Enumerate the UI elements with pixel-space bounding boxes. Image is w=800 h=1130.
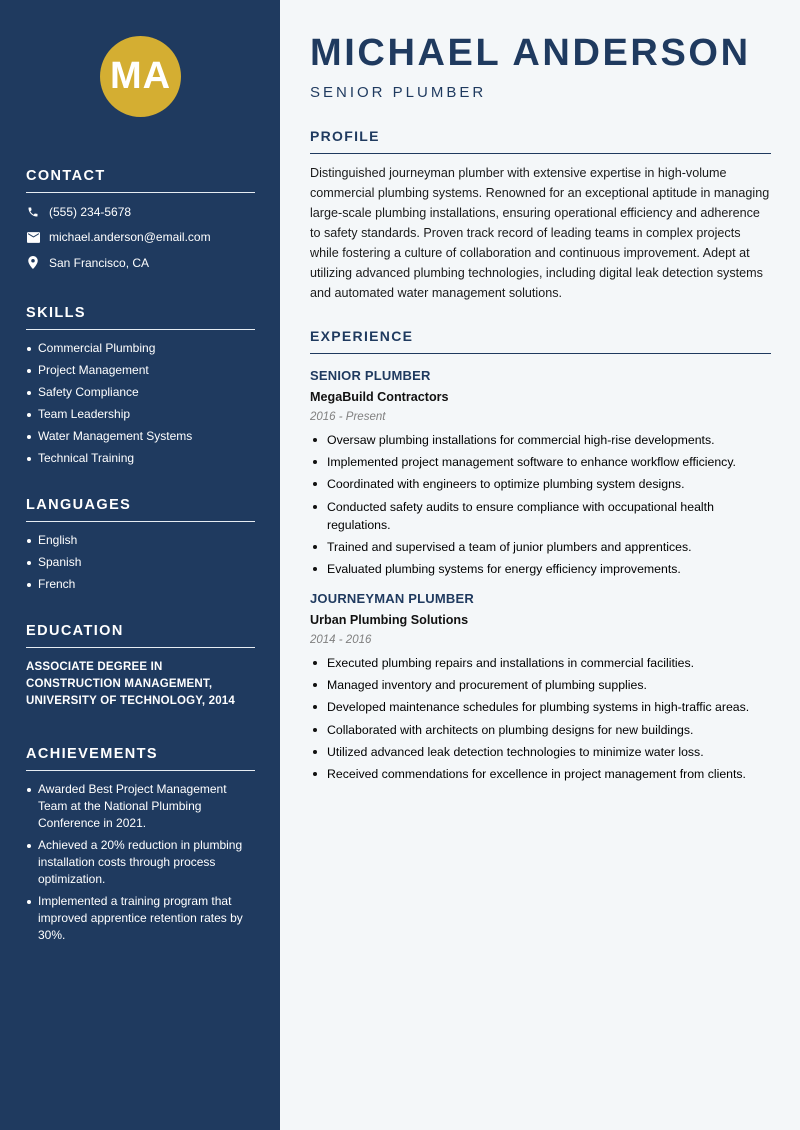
language-item: English: [26, 532, 255, 549]
skills-section: [26, 305, 255, 472]
experience-section: [310, 328, 771, 787]
job-bullet: Developed maintenance schedules for plumbing systems in high-traffic areas.: [310, 698, 771, 716]
job-bullet: Managed inventory and procurement of plumbing supplies.: [310, 676, 771, 694]
profile-heading: PROFILE: [310, 128, 771, 154]
achievement-item: Achieved a 20% reduction in plumbing installation costs through process optimization.: [26, 837, 255, 888]
achievement-item: Awarded Best Project Management Team at the National Plumbing Conference in 2021.: [26, 781, 255, 832]
job-dates: 2014 - 2016: [310, 633, 372, 646]
job-bullets: [310, 431, 771, 578]
location-pin-icon: [26, 256, 40, 270]
candidate-name: MICHAEL ANDERSON: [310, 32, 751, 74]
experience-heading: EXPERIENCE: [310, 328, 771, 354]
contact-location-text: San Francisco, CA: [49, 255, 150, 270]
profile-section: [310, 128, 771, 303]
contact-section: [26, 168, 255, 276]
job-dates: 2016 - Present: [310, 411, 386, 423]
achievements-section: [26, 746, 255, 949]
skill-item: Safety Compliance: [26, 384, 255, 401]
language-item: Spanish: [26, 554, 255, 571]
education-heading: EDUCATION: [26, 623, 255, 648]
skill-item: Project Management: [26, 362, 255, 379]
achievements-list: [26, 781, 255, 944]
job-bullet: Oversaw plumbing installations for commercial high-rise developments.: [310, 431, 771, 449]
job-entry-2: [310, 591, 771, 783]
job-bullet: Received commendations for excellence in project management from clients.: [310, 765, 771, 783]
job-entry-1: [310, 368, 771, 578]
skill-item: Technical Training: [26, 450, 255, 467]
candidate-title: SENIOR PLUMBER: [310, 84, 487, 101]
contact-email-text: michael.anderson@email.com: [49, 230, 211, 245]
job-bullet: Evaluated plumbing systems for energy efficiency improvements.: [310, 560, 771, 578]
job-bullet: Trained and supervised a team of junior plumbers and apprentices.: [310, 538, 771, 556]
phone-icon: [26, 205, 40, 219]
education-section: [26, 623, 255, 710]
job-bullets: [310, 654, 771, 783]
education-entry: ASSOCIATE DEGREE IN CONSTRUCTION MANAGEMENT, UNIVERSITY OF TECHNOLOGY, 2014: [26, 661, 236, 707]
email-icon: [26, 230, 40, 244]
job-bullet: Executed plumbing repairs and installations in commercial facilities.: [310, 654, 771, 672]
contact-heading: CONTACT: [26, 168, 255, 193]
languages-section: [26, 497, 255, 598]
job-title: SENIOR PLUMBER: [310, 368, 431, 383]
contact-phone[interactable]: [26, 199, 255, 225]
job-bullet: Collaborated with architects on plumbing designs for new buildings.: [310, 721, 771, 739]
skill-item: Commercial Plumbing: [26, 340, 255, 357]
skills-heading: SKILLS: [26, 305, 255, 330]
achievements-heading: ACHIEVEMENTS: [26, 746, 255, 771]
job-bullet: Utilized advanced leak detection technologies to minimize water loss.: [310, 743, 771, 761]
skill-item: Water Management Systems: [26, 428, 255, 445]
skill-item: Team Leadership: [26, 406, 255, 423]
job-bullet: Conducted safety audits to ensure compliance with occupational health regulations.: [310, 498, 771, 534]
skills-list: [26, 340, 255, 467]
contact-phone-text: (555) 234-5678: [49, 204, 132, 219]
languages-list: [26, 532, 255, 593]
job-bullet: Coordinated with engineers to optimize plumbing system designs.: [310, 475, 771, 493]
avatar: MA: [100, 36, 181, 117]
language-item: French: [26, 576, 255, 593]
sidebar: [0, 0, 280, 1130]
achievement-item: Implemented a training program that improved apprentice retention rates by 30%.: [26, 893, 255, 944]
job-company: MegaBuild Contractors: [310, 390, 449, 404]
languages-heading: LANGUAGES: [26, 497, 255, 522]
job-company: Urban Plumbing Solutions: [310, 612, 469, 627]
job-bullet: Implemented project management software to enhance workflow efficiency.: [310, 453, 771, 471]
job-title: JOURNEYMAN PLUMBER: [310, 590, 474, 606]
profile-text: Distinguished journeyman plumber with extensive expertise in high-volume commercial plumbing systems. Renowned for an exceptional aptitude in managing large-scale plumbing installations, ensuring operational efficiency and adherence to safety standards. Proven track record of leading teams in complex projects while fostering a culture of collaboration and continuous improvement. Adept at utilizing advanced plumbing technologies, including digital leak detection systems and automated water management solutions.: [310, 166, 770, 300]
contact-email[interactable]: [26, 225, 255, 251]
contact-location: [26, 250, 255, 276]
